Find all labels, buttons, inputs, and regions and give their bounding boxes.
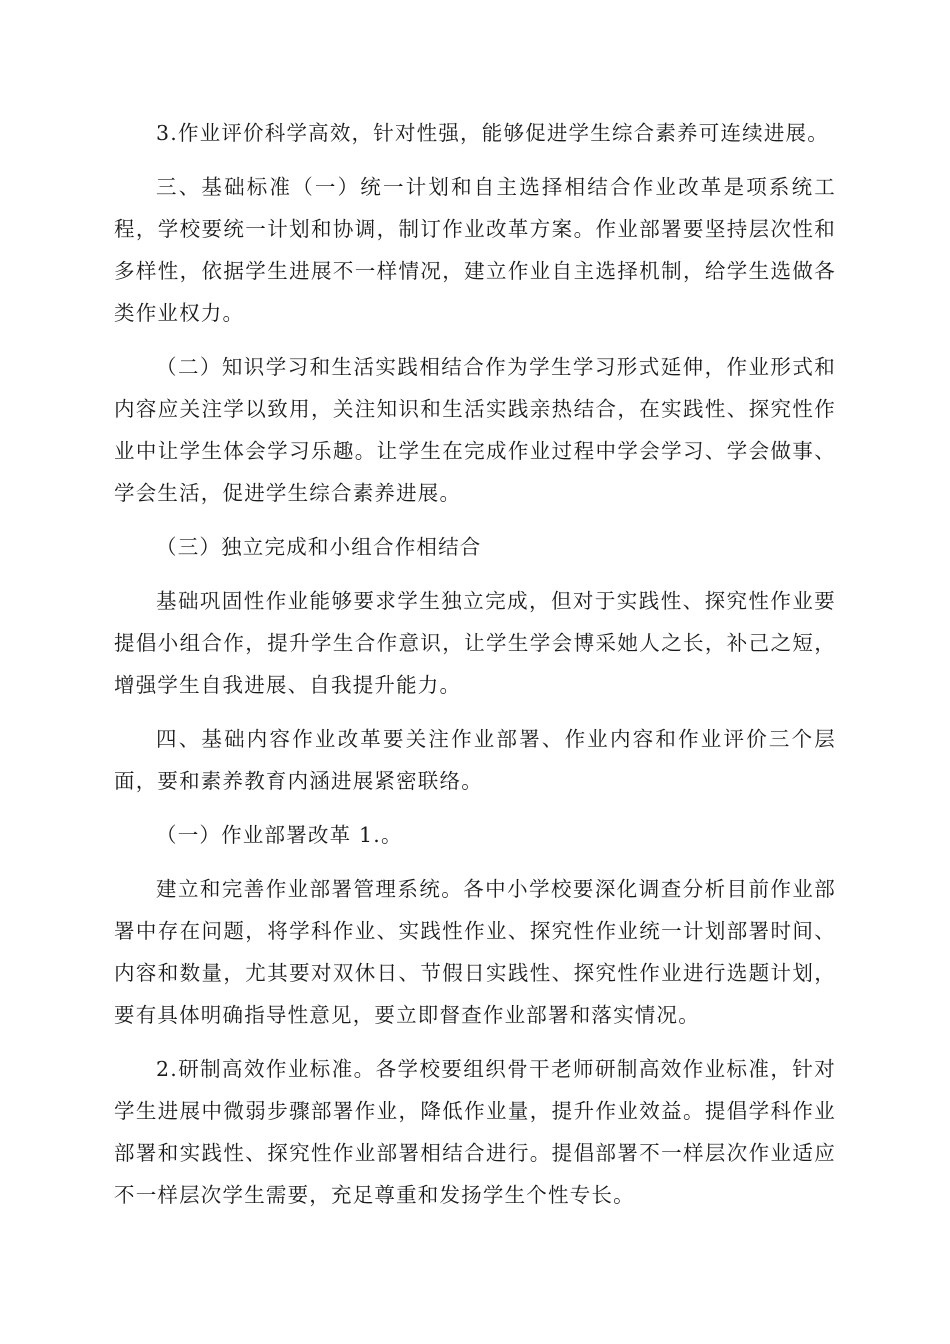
- paragraph-basic-content: 四、基础内容作业改革要关注作业部署、作业内容和作业评价三个层面，要和素养教育内涵进展紧密联络。: [114, 727, 836, 793]
- paragraph-group-cooperation: 基础巩固性作业能够要求学生独立完成，但对于实践性、探究性作业要提倡小组合作，提升学生合作意识，让学生学会博采她人之长，补己之短，增强学生自我进展、自我提升能力。: [114, 589, 836, 697]
- paragraph-efficient-standard: 2.研制高效作业标准。各学校要组织骨干老师研制高效作业标准，针对学生进展中微弱步骤部署作业，降低作业量，提升作业效益。提倡学科作业部署和实践性、探究性作业部署相结合进行。提倡部署不一样层次作业适应不一样层次学生需要，充足尊重和发扬学生个性专长。: [114, 1057, 836, 1207]
- paragraph-basic-principles-3-heading: （三）独立完成和小组合作相结合: [156, 535, 482, 559]
- document-body: [114, 112, 836, 1228]
- paragraph-management-system: 建立和完善作业部署管理系统。各中小学校要深化调查分析目前作业部署中存在问题，将学科作业、实践性作业、探究性作业统一计划部署时间、内容和数量，尤其要对双休日、节假日实践性、探究性作业进行选题计划，要有具体明确指导性意见，要立即督查作业部署和落实情况。: [114, 877, 836, 1027]
- paragraph-basic-principles-2: （二）知识学习和生活实践相结合作为学生学习形式延伸，作业形式和内容应关注学以致用，关注知识和生活实践亲热结合，在实践性、探究性作业中让学生体会学习乐趣。让学生在完成作业过程中学会学习、学会做事、学会生活，促进学生综合素养进展。: [114, 355, 836, 505]
- paragraph-homework-evaluation: 3.作业评价科学高效，针对性强，能够促进学生综合素养可连续进展。: [156, 121, 829, 145]
- paragraph-basic-principles-1: 三、基础标准（一）统一计划和自主选择相结合作业改革是项系统工程，学校要统一计划和协调，制订作业改革方案。作业部署要坚持层次性和多样性，依据学生进展不一样情况，建立作业自主选择机制，给学生选做各类作业权力。: [114, 175, 836, 325]
- paragraph-assignment-reform-heading: （一）作业部署改革 1.。: [156, 823, 403, 847]
